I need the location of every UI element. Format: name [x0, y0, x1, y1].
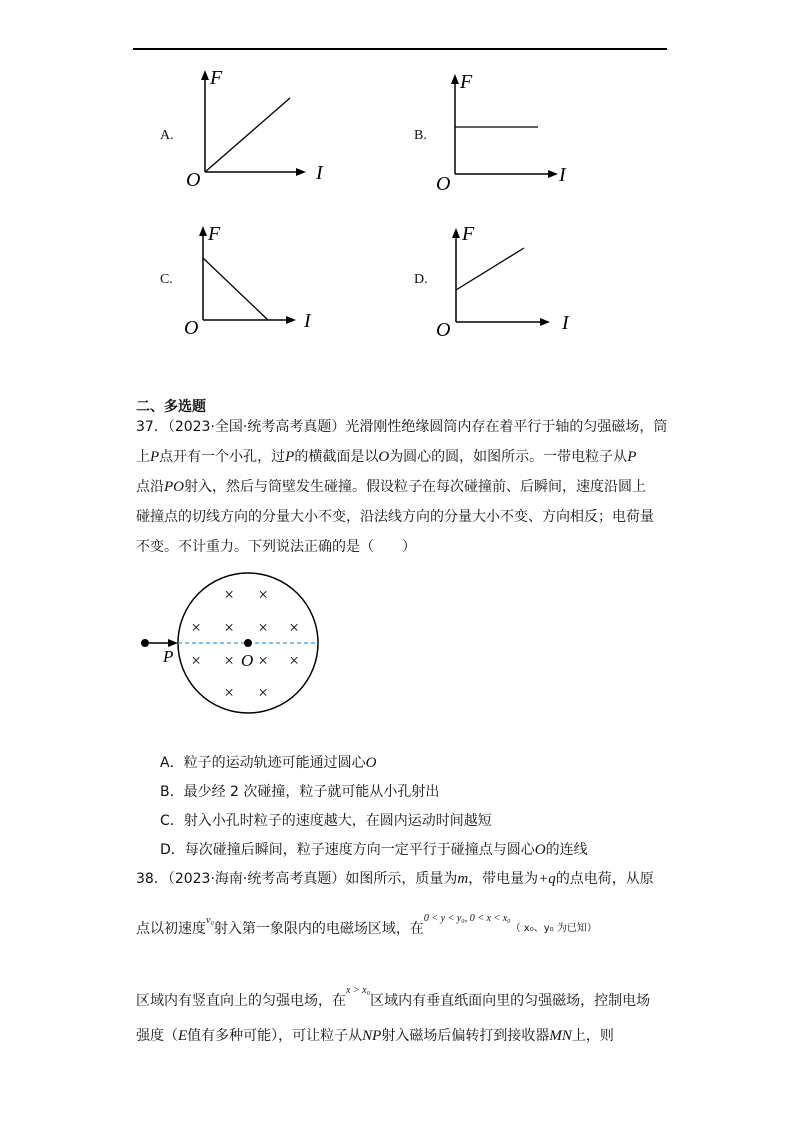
- svg-text:×: ×: [223, 683, 235, 702]
- q37-line-3: 点沿PO射入，然后与筒壁发生碰撞。假设粒子在每次碰撞前、后瞬间，速度沿圆上: [136, 479, 646, 495]
- option-d-label: D.: [414, 272, 428, 287]
- axis-f-label: F: [208, 223, 221, 245]
- origin-label: O: [436, 319, 451, 340]
- graph-b: [432, 62, 592, 192]
- section-title: 二、多选题: [136, 399, 206, 415]
- q37-choice-d: D．每次碰撞后瞬间，粒子速度方向一定平行于碰撞点与圆心O的连线: [160, 842, 588, 858]
- axis-f-label: F: [460, 71, 473, 93]
- svg-text:×: ×: [223, 651, 235, 670]
- q37-line-4: 碰撞点的切线方向的分量大小不变，沿法线方向的分量大小不变、方向相反；电荷量: [136, 509, 654, 525]
- graph-a: [180, 62, 340, 192]
- label-p: P: [163, 647, 174, 666]
- q37-line-5: 不变。不计重力。下列说法正确的是（ ）: [136, 539, 416, 555]
- svg-text:×: ×: [223, 585, 235, 604]
- origin-label: O: [186, 169, 201, 191]
- axis-i-label: I: [562, 312, 569, 334]
- option-c-label: C.: [160, 272, 173, 287]
- q37-line-2: 上P点开有一个小孔，过P的横截面是以O为圆心的圆，如图所示。一带电粒子从P: [136, 449, 637, 465]
- origin-label: O: [436, 173, 451, 192]
- axis-i-label: I: [304, 310, 311, 332]
- graph-c: [180, 210, 340, 340]
- q38-line-2: 点以初速度$^{v_0}$射入第一象限内的电磁场区域，在$^{0 < y < y_0, 0 < x < x_0}$（ x₀、y₀ 为已知）: [136, 913, 597, 937]
- svg-text:×: ×: [257, 651, 269, 670]
- svg-text:×: ×: [257, 585, 269, 604]
- svg-text:×: ×: [223, 618, 235, 637]
- svg-text:×: ×: [190, 651, 202, 670]
- q37-choice-c: C．射入小孔时粒子的速度越大，在圆内运动时间越短: [160, 813, 492, 829]
- svg-text:×: ×: [190, 618, 202, 637]
- graph-d: [432, 210, 592, 340]
- q38-line-4: 强度（E值有多种可能），可让粒子从NP射入磁场后偏转打到接收器MN上，则: [136, 1028, 614, 1044]
- q37-cylinder-figure: [130, 565, 350, 725]
- axis-i-label: I: [316, 162, 323, 184]
- axis-i-label: I: [559, 164, 566, 186]
- q37-choice-a: A．粒子的运动轨迹可能通过圆心O: [160, 755, 377, 771]
- q37-choice-b: B．最少经 2 次碰撞，粒子就可能从小孔射出: [160, 784, 440, 800]
- axis-f-label: F: [210, 67, 223, 89]
- q38-line-1: 38．（2023·海南·统考高考真题）如图所示，质量为m，带电量为+q的点电荷，从原: [136, 871, 654, 887]
- svg-text:×: ×: [257, 618, 269, 637]
- origin-label: O: [184, 317, 199, 339]
- axis-f-label: F: [462, 223, 475, 245]
- top-rule: [133, 48, 667, 50]
- svg-text:×: ×: [288, 618, 300, 637]
- q38-line-3: 区域内有竖直向上的匀强电场，在$^{x > x_0}$区域内有垂直纸面向里的匀强磁场，控制电场: [136, 985, 651, 1009]
- svg-text:×: ×: [288, 651, 300, 670]
- label-o: O: [241, 651, 254, 670]
- option-a-label: A.: [160, 128, 174, 143]
- svg-text:×: ×: [257, 683, 269, 702]
- option-b-label: B.: [414, 128, 427, 143]
- q37-line-1: 37．（2023·全国·统考高考真题）光滑刚性绝缘圆筒内存在着平行于轴的匀强磁场，筒: [136, 419, 668, 435]
